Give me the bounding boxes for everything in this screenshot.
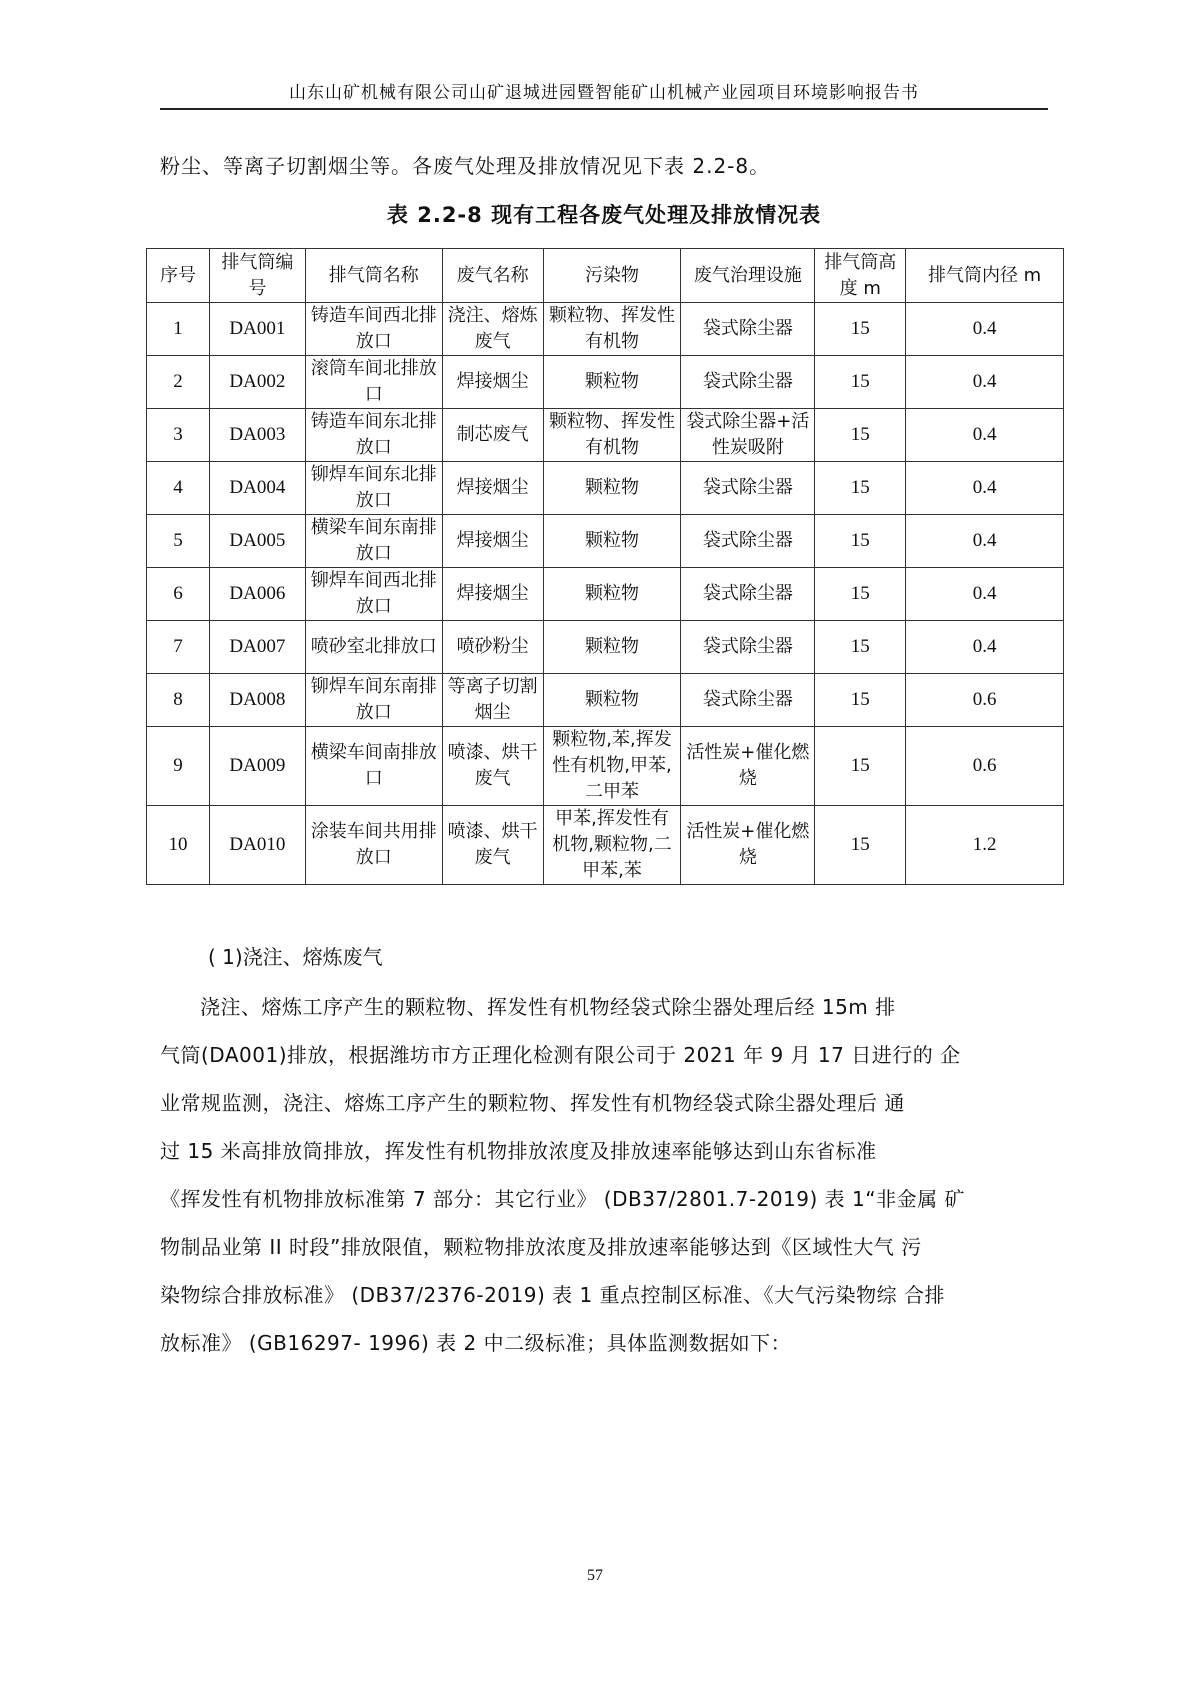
cell-index: 10	[147, 806, 210, 885]
table-row	[147, 515, 1064, 568]
cell-height: 15	[815, 674, 906, 727]
cell-treatment: 袋式除尘器	[681, 515, 815, 568]
intro-text: 粉尘、等离子切割烟尘等。各废气处理及排放情况见下表 2.2-8。	[160, 154, 771, 178]
cell-outlet-name: 铸造车间东北排放口	[305, 409, 442, 462]
table-row	[147, 727, 1064, 806]
paragraph-line: 过 15 米高排放筒排放，挥发性有机物排放浓度及排放速率能够达到山东省标准	[160, 1139, 877, 1163]
cell-outlet-name: 涂装车间共用排放口	[305, 806, 442, 885]
cell-gas-name: 等离子切割烟尘	[442, 674, 543, 727]
body-paragraph	[160, 983, 1048, 1367]
cell-pollutant: 颗粒物	[543, 515, 681, 568]
header-cell: 排气筒内径 m	[906, 249, 1064, 303]
cell-diameter: 1.2	[906, 806, 1064, 885]
cell-index: 9	[147, 727, 210, 806]
cell-outlet-name: 横梁车间东南排放口	[305, 515, 442, 568]
paragraph-line: 《挥发性有机物排放标准第 7 部分：其它行业》 (DB37/2801.7-2019) 表 1“非金属 矿	[160, 1187, 965, 1211]
cell-gas-name: 喷砂粉尘	[442, 621, 543, 674]
paragraph-line: 浇注、熔炼工序产生的颗粒物、挥发性有机物经袋式除尘器处理后经 15m 排	[200, 995, 896, 1019]
cell-diameter: 0.4	[906, 568, 1064, 621]
cell-code: DA003	[209, 409, 305, 462]
cell-height: 15	[815, 515, 906, 568]
table-caption: 表 2.2-8 现有工程各废气处理及排放情况表	[386, 203, 822, 227]
cell-gas-name: 焊接烟尘	[442, 515, 543, 568]
cell-pollutant: 颗粒物	[543, 674, 681, 727]
table-row	[147, 409, 1064, 462]
exhaust-table	[146, 248, 1064, 885]
cell-index: 4	[147, 462, 210, 515]
cell-pollutant: 颗粒物	[543, 356, 681, 409]
cell-gas-name: 焊接烟尘	[442, 568, 543, 621]
cell-code: DA006	[209, 568, 305, 621]
cell-diameter: 0.6	[906, 674, 1064, 727]
cell-pollutant: 颗粒物、挥发性有机物	[543, 409, 681, 462]
cell-index: 3	[147, 409, 210, 462]
table-header-row	[147, 249, 1064, 303]
cell-index: 6	[147, 568, 210, 621]
cell-height: 15	[815, 806, 906, 885]
table-row	[147, 806, 1064, 885]
cell-code: DA010	[209, 806, 305, 885]
cell-pollutant: 颗粒物,苯,挥发性有机物,甲苯,二甲苯	[543, 727, 681, 806]
table-row	[147, 621, 1064, 674]
cell-code: DA007	[209, 621, 305, 674]
cell-treatment: 袋式除尘器	[681, 674, 815, 727]
header-cell: 废气治理设施	[681, 249, 815, 303]
cell-height: 15	[815, 303, 906, 356]
cell-outlet-name: 铆焊车间东北排放口	[305, 462, 442, 515]
cell-code: DA005	[209, 515, 305, 568]
cell-outlet-name: 横梁车间南排放口	[305, 727, 442, 806]
section-title: ( 1)浇注、熔炼废气	[208, 945, 383, 969]
header-cell: 污染物	[543, 249, 681, 303]
cell-outlet-name: 铆焊车间西北排放口	[305, 568, 442, 621]
cell-index: 1	[147, 303, 210, 356]
header-cell: 排气筒高度 m	[815, 249, 906, 303]
cell-code: DA002	[209, 356, 305, 409]
cell-pollutant: 颗粒物	[543, 462, 681, 515]
table-row	[147, 303, 1064, 356]
table-row	[147, 674, 1064, 727]
cell-gas-name: 焊接烟尘	[442, 356, 543, 409]
cell-pollutant: 颗粒物	[543, 568, 681, 621]
cell-height: 15	[815, 568, 906, 621]
cell-gas-name: 喷漆、烘干废气	[442, 806, 543, 885]
paragraph-line: 染物综合排放标准》 (DB37/2376-2019) 表 1 重点控制区标准、《大气污染物综 合排	[160, 1283, 945, 1307]
table-row	[147, 568, 1064, 621]
header-cell: 排气筒名称	[305, 249, 442, 303]
cell-index: 8	[147, 674, 210, 727]
cell-code: DA008	[209, 674, 305, 727]
cell-diameter: 0.4	[906, 303, 1064, 356]
cell-height: 15	[815, 462, 906, 515]
cell-height: 15	[815, 356, 906, 409]
cell-pollutant: 颗粒物	[543, 621, 681, 674]
cell-outlet-name: 滚筒车间北排放口	[305, 356, 442, 409]
cell-diameter: 0.4	[906, 515, 1064, 568]
cell-diameter: 0.4	[906, 462, 1064, 515]
cell-diameter: 0.4	[906, 409, 1064, 462]
cell-gas-name: 制芯废气	[442, 409, 543, 462]
cell-height: 15	[815, 727, 906, 806]
paragraph-line: 物制品业第 II 时段”排放限值，颗粒物排放浓度及排放速率能够达到《区域性大气 污	[160, 1235, 922, 1259]
cell-gas-name: 喷漆、烘干废气	[442, 727, 543, 806]
paragraph-line: 放标准》 (GB16297- 1996) 表 2 中二级标准；具体监测数据如下：	[160, 1331, 792, 1355]
cell-diameter: 0.6	[906, 727, 1064, 806]
header-divider	[160, 108, 1048, 110]
header-cell: 废气名称	[442, 249, 543, 303]
table-row	[147, 356, 1064, 409]
cell-outlet-name: 喷砂室北排放口	[305, 621, 442, 674]
cell-treatment: 活性炭+催化燃烧	[681, 806, 815, 885]
cell-pollutant: 甲苯,挥发性有机物,颗粒物,二甲苯,苯	[543, 806, 681, 885]
cell-outlet-name: 铆焊车间东南排放口	[305, 674, 442, 727]
cell-treatment: 活性炭+催化燃烧	[681, 727, 815, 806]
cell-index: 2	[147, 356, 210, 409]
header-cell: 排气筒编号	[209, 249, 305, 303]
cell-height: 15	[815, 409, 906, 462]
table-row	[147, 462, 1064, 515]
page-number: 57	[587, 1567, 603, 1584]
cell-treatment: 袋式除尘器	[681, 621, 815, 674]
cell-height: 15	[815, 621, 906, 674]
cell-code: DA004	[209, 462, 305, 515]
cell-code: DA001	[209, 303, 305, 356]
cell-gas-name: 浇注、熔炼废气	[442, 303, 543, 356]
page-header: 山东山矿机械有限公司山矿退城进园暨智能矿山机械产业园项目环境影响报告书	[289, 83, 919, 103]
cell-code: DA009	[209, 727, 305, 806]
cell-diameter: 0.4	[906, 356, 1064, 409]
cell-treatment: 袋式除尘器	[681, 568, 815, 621]
paragraph-line: 气筒(DA001)排放，根据潍坊市方正理化检测有限公司于 2021 年 9 月 17 日进行的 企	[160, 1043, 961, 1067]
cell-pollutant: 颗粒物、挥发性有机物	[543, 303, 681, 356]
cell-treatment: 袋式除尘器+活性炭吸附	[681, 409, 815, 462]
cell-outlet-name: 铸造车间西北排放口	[305, 303, 442, 356]
cell-index: 5	[147, 515, 210, 568]
cell-gas-name: 焊接烟尘	[442, 462, 543, 515]
cell-diameter: 0.4	[906, 621, 1064, 674]
cell-treatment: 袋式除尘器	[681, 303, 815, 356]
header-cell: 序号	[147, 249, 210, 303]
cell-treatment: 袋式除尘器	[681, 356, 815, 409]
cell-index: 7	[147, 621, 210, 674]
paragraph-line: 业常规监测，浇注、熔炼工序产生的颗粒物、挥发性有机物经袋式除尘器处理后 通	[160, 1091, 905, 1115]
cell-treatment: 袋式除尘器	[681, 462, 815, 515]
